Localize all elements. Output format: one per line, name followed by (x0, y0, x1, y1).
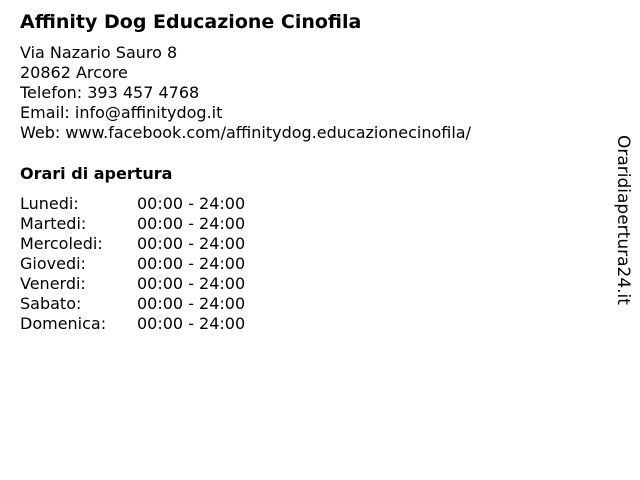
hours-row-friday (20, 274, 320, 294)
hours-row-wednesday (20, 234, 320, 254)
time-range: 00:00 - 24:00 (137, 194, 246, 213)
hours-row-thursday (20, 254, 320, 274)
address-city: 20862 Arcore (20, 63, 128, 82)
day-label: Domenica: (20, 314, 107, 333)
day-label: Mercoledi: (20, 234, 103, 253)
address-street: Via Nazario Sauro 8 (20, 43, 178, 62)
hours-row-saturday (20, 294, 320, 314)
hours-row-sunday (20, 314, 320, 334)
site-watermark (611, 135, 635, 310)
opening-hours-table (20, 194, 320, 334)
hours-row-tuesday (20, 214, 320, 234)
time-range: 00:00 - 24:00 (137, 274, 246, 293)
business-name: Affinity Dog Educazione Cinofila (20, 11, 362, 33)
time-range: 00:00 - 24:00 (137, 214, 246, 233)
day-label: Sabato: (20, 294, 82, 313)
day-label: Martedi: (20, 214, 87, 233)
day-label: Lunedi: (20, 194, 79, 213)
time-range: 00:00 - 24:00 (137, 294, 246, 313)
day-label: Giovedi: (20, 254, 86, 273)
time-range: 00:00 - 24:00 (137, 254, 246, 273)
contact-block (20, 43, 471, 143)
time-range: 00:00 - 24:00 (137, 234, 246, 253)
day-label: Venerdi: (20, 274, 86, 293)
time-range: 00:00 - 24:00 (137, 314, 246, 333)
hours-row-monday (20, 194, 320, 214)
web-line: Web: www.facebook.com/affinitydog.educazionecinofila/ (20, 123, 471, 142)
phone-line: Telefon: 393 457 4768 (20, 83, 200, 102)
email-line: Email: info@affinitydog.it (20, 103, 223, 122)
opening-hours-title: Orari di apertura (20, 164, 173, 183)
site-watermark-text: Oraridiapertura24.it (613, 135, 633, 305)
